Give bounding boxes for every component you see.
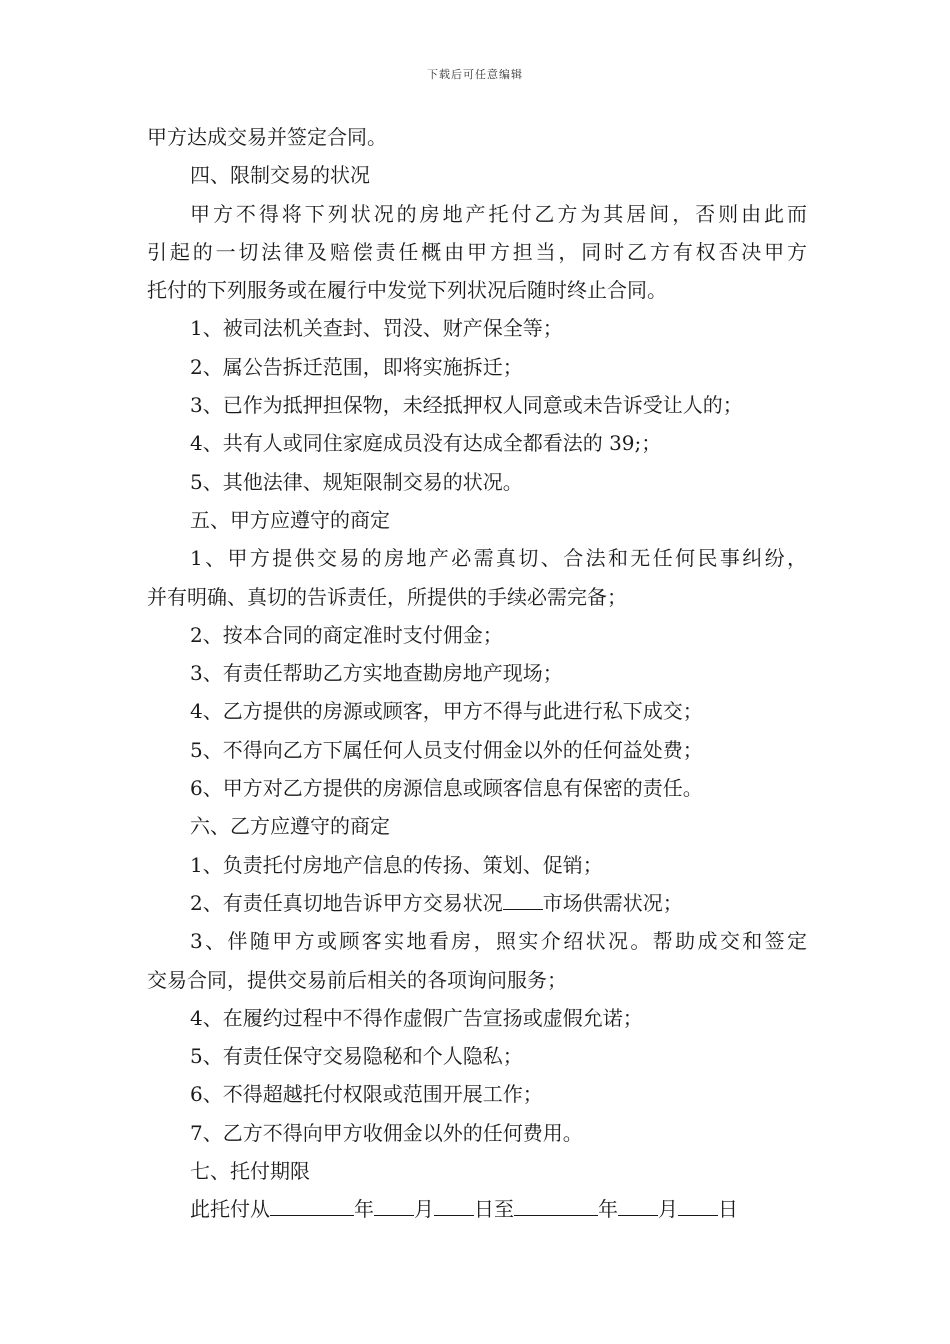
section-heading-7: 七、托付期限	[190, 1159, 310, 1184]
fill-in-blank-month	[374, 1194, 414, 1216]
list-item: 7、乙方不得向甲方收佣金以外的任何费用。	[190, 1120, 583, 1145]
list-item: 5、有责任保守交易隐秘和个人隐私；	[190, 1044, 523, 1069]
paragraph-line: 甲方不得将下列状况的房地产托付乙方为其居间，否则由此而	[190, 201, 807, 226]
list-item: 4、在履约过程中不得作虚假广告宣扬或虚假允诺；	[190, 1005, 643, 1030]
section-heading-5: 五、甲方应遵守的商定	[190, 507, 390, 532]
term-line	[147, 1190, 807, 1228]
term-text: 此托付从	[190, 1197, 270, 1222]
paragraph-line: 并有明确、真切的告诉责任，所提供的手续必需完备；	[147, 584, 627, 609]
term-text: 月	[658, 1197, 678, 1222]
list-item: 3、有责任帮助乙方实地查勘房地产现场；	[190, 661, 563, 686]
fill-in-blank-month	[618, 1194, 658, 1216]
list-item: 3、伴随甲方或顾客实地看房，照实介绍状况。帮助成交和签定	[190, 929, 807, 954]
term-text: 年	[354, 1197, 374, 1222]
list-item: 1、甲方提供交易的房地产必需真切、合法和无任何民事纠纷，	[190, 546, 807, 571]
list-item: 4、乙方提供的房源或顾客，甲方不得与此进行私下成交；	[190, 699, 703, 724]
list-item: 4、共有人或同住家庭成员没有达成全都看法的 39;；	[190, 431, 662, 456]
list-item-text: 市场供需状况；	[542, 890, 683, 915]
list-item	[147, 884, 807, 922]
list-item-text: 2、有责任真切地告诉甲方交易状况	[190, 890, 503, 915]
fill-in-blank	[503, 888, 543, 910]
term-text: 日	[718, 1197, 738, 1222]
document-body	[147, 118, 807, 1229]
paragraph-line: 甲方达成交易并签定合同。	[147, 125, 387, 149]
list-item: 2、属公告拆迁范围，即将实施拆迁；	[190, 354, 523, 379]
fill-in-blank-day	[678, 1194, 718, 1216]
term-text: 月	[414, 1197, 434, 1222]
list-item: 1、负责托付房地产信息的传扬、策划、促销；	[190, 852, 603, 877]
term-text: 日至	[474, 1197, 514, 1222]
paragraph-line: 托付的下列服务或在履行中发觉下列状况后随时终止合同。	[147, 278, 667, 303]
list-item: 6、不得超越托付权限或范围开展工作；	[190, 1082, 543, 1107]
term-text: 年	[598, 1197, 618, 1222]
fill-in-blank-year	[514, 1194, 598, 1216]
list-item: 1、被司法机关查封、罚没、财产保全等；	[190, 316, 563, 341]
fill-in-blank-year	[270, 1194, 354, 1216]
list-item: 5、其他法律、规矩限制交易的状况。	[190, 469, 523, 494]
list-item: 3、已作为抵押担保物，未经抵押权人同意或未告诉受让人的；	[190, 393, 743, 418]
list-item: 6、甲方对乙方提供的房源信息或顾客信息有保密的责任。	[190, 776, 703, 801]
section-heading-6: 六、乙方应遵守的商定	[190, 814, 390, 839]
page-header: 下载后可任意编辑	[427, 68, 523, 81]
list-item: 2、按本合同的商定准时支付佣金；	[190, 622, 503, 647]
paragraph-line: 引起的一切法律及赔偿责任概由甲方担当，同时乙方有权否决甲方	[147, 239, 807, 264]
list-item: 5、不得向乙方下属任何人员支付佣金以外的任何益处费；	[190, 737, 703, 762]
paragraph-line: 交易合同，提供交易前后相关的各项询问服务；	[147, 967, 567, 992]
fill-in-blank-day	[434, 1194, 474, 1216]
section-heading-4: 四、限制交易的状况	[190, 163, 370, 188]
